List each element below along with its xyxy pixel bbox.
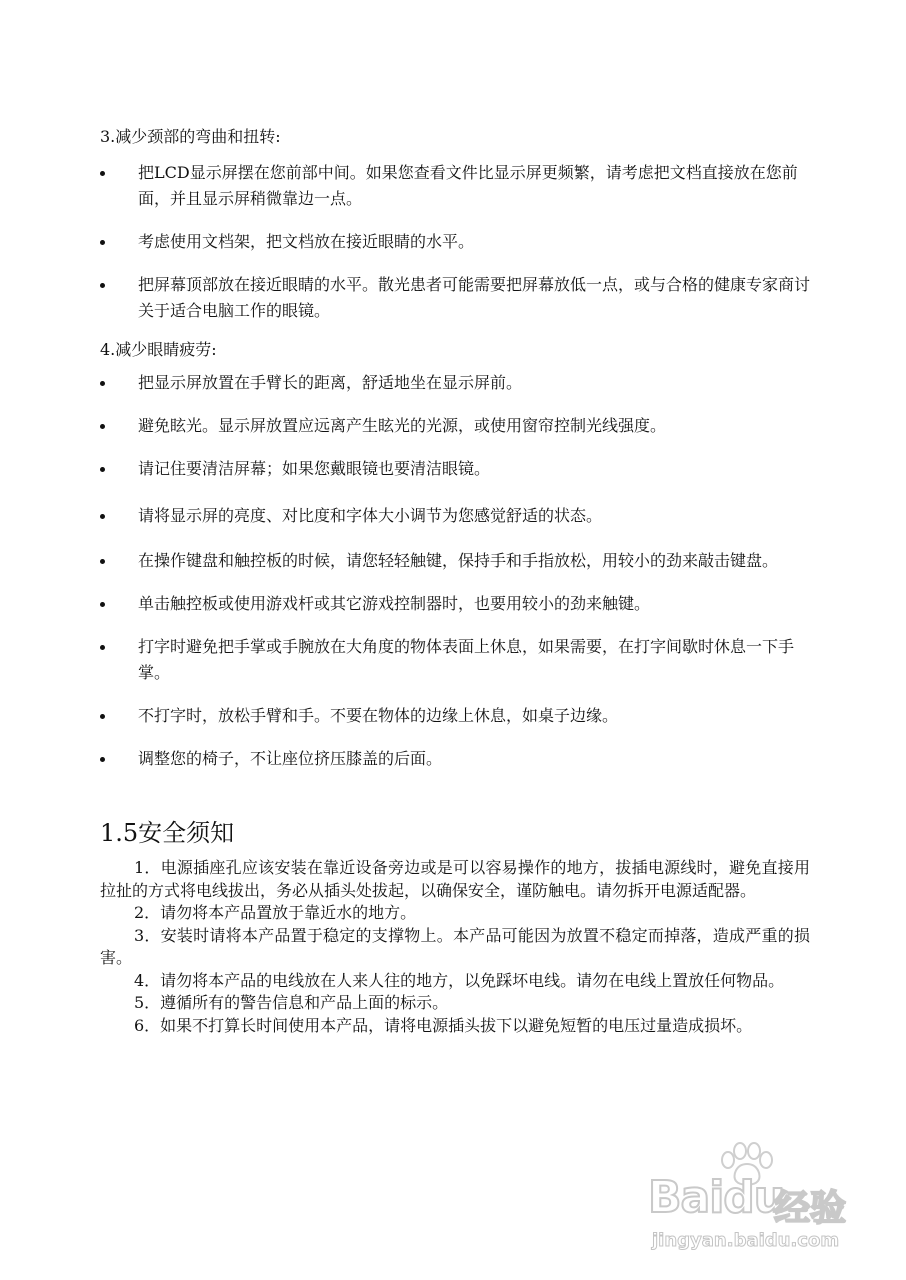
list-item-text: 请将显示屏的亮度、对比度和字体大小调节为您感觉舒适的状态。 — [138, 506, 603, 525]
bullet-icon — [100, 424, 105, 429]
safety-heading: 1.5安全须知 — [100, 819, 235, 847]
list-item — [100, 548, 810, 574]
safety-paragraph: 2．请勿将本产品置放于靠近水的地方。 — [134, 903, 417, 922]
safety-paragraph: 5．遵循所有的警告信息和产品上面的标示。 — [134, 993, 449, 1012]
list-item — [100, 746, 810, 772]
list-item — [100, 634, 810, 686]
bullet-icon — [100, 757, 105, 762]
bullet-icon — [100, 240, 105, 245]
bullet-icon — [100, 467, 105, 472]
bullet-icon — [100, 381, 105, 386]
bullet-icon — [100, 283, 105, 288]
list-item — [100, 413, 810, 439]
list-item-text: 在操作键盘和触控板的时候，请您轻轻触键，保持手和手指放松，用较小的劲来敲击键盘。 — [138, 551, 779, 570]
list-item-text: 打字时避免把手掌或手腕放在大角度的物体表面上休息，如果需要，在打字间歇时休息一下手掌。 — [138, 637, 795, 682]
list-item-text: 考虑使用文档架，把文档放在接近眼睛的水平。 — [138, 232, 475, 251]
safety-paragraph: 3．安装时请将本产品置于稳定的支撑物上。本产品可能因为放置不稳定而掉落，造成严重的损害。 — [100, 925, 810, 967]
section-4-heading: 4.减少眼睛疲劳: — [100, 340, 217, 359]
list-item-text: 避免眩光。显示屏放置应远离产生眩光的光源，或使用窗帘控制光线强度。 — [138, 416, 667, 435]
list-item-text: 把屏幕顶部放在接近眼睛的水平。散光患者可能需要把屏幕放低一点，或与合格的健康专家商讨关于适合电脑工作的眼镜。 — [138, 275, 811, 320]
list-item — [100, 703, 810, 729]
list-item-text: 把显示屏放置在手臂长的距离，舒适地坐在显示屏前。 — [138, 373, 523, 392]
list-item — [100, 229, 810, 255]
bullet-icon — [100, 514, 105, 519]
watermark-product: 经验 — [774, 1188, 847, 1229]
list-item — [100, 370, 810, 396]
bullet-icon — [100, 714, 105, 719]
bullet-icon — [100, 645, 105, 650]
bullet-icon — [100, 559, 105, 564]
list-item-text: 把LCD显示屏摆在您前部中间。如果您查看文件比显示屏更频繁，请考虑把文档直接放在您前面，并且显示屏稍微靠边一点。 — [138, 163, 798, 208]
list-item — [100, 160, 810, 212]
bullet-icon — [100, 602, 105, 607]
safety-paragraph: 4．请勿将本产品的电线放在人来人往的地方，以免踩坏电线。请勿在电线上置放任何物品。 — [134, 970, 785, 990]
section-3-list — [100, 160, 810, 324]
section-4-list — [100, 370, 810, 772]
list-item — [100, 272, 810, 324]
watermark-brand: Baidu — [648, 1172, 785, 1223]
list-item — [100, 456, 810, 482]
list-item — [100, 503, 810, 529]
safety-paragraph: 6．如果不打算长时间使用本产品，请将电源插头拔下以避免短暂的电压过量造成损坏。 — [134, 1015, 753, 1035]
safety-notes — [100, 857, 810, 1037]
list-item — [100, 591, 810, 617]
bullet-icon — [100, 171, 105, 176]
watermark-url: jingyan.baidu.com — [652, 1230, 840, 1251]
safety-paragraph: 1．电源插座孔应该安装在靠近设备旁边或是可以容易操作的地方，拔插电源线时，避免直接用拉扯的方式将电线拔出，务必从插头处拔起，以确保安全，谨防触电。请勿拆开电源适配器。 — [100, 858, 810, 900]
section-3-heading: 3.减少颈部的弯曲和扭转: — [100, 127, 281, 146]
list-item-text: 单击触控板或使用游戏杆或其它游戏控制器时，也要用较小的劲来触键。 — [138, 594, 651, 613]
baidu-jingyan-watermark — [640, 1142, 880, 1260]
list-item-text: 调整您的椅子，不让座位挤压膝盖的后面。 — [138, 749, 443, 768]
list-item-text: 不打字时，放松手臂和手。不要在物体的边缘上休息，如桌子边缘。 — [138, 706, 619, 725]
list-item-text: 请记住要清洁屏幕；如果您戴眼镜也要清洁眼镜。 — [138, 459, 491, 478]
